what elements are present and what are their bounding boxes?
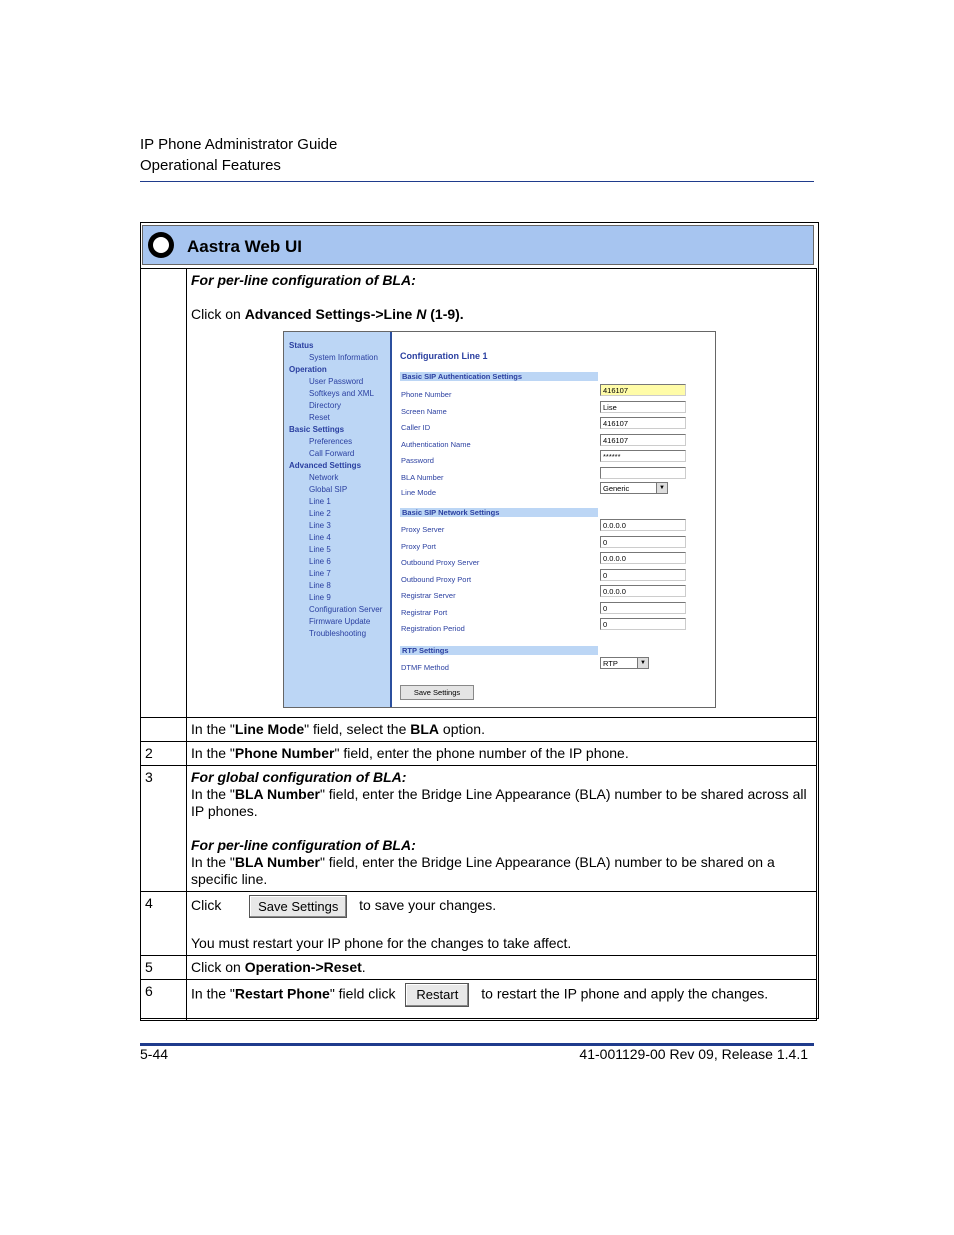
net-field-label: Registrar Server [401,591,456,600]
step-number: 6 [141,980,187,1021]
step-text: . [361,959,366,975]
config-title: Configuration Line 1 [400,351,488,361]
net-field-label: Registration Period [401,624,465,633]
step-text: Click on [191,306,245,322]
step-text: " field click [329,985,396,1002]
nav-item[interactable]: Line 1 [309,497,331,506]
restart-button[interactable]: Restart [405,983,469,1007]
step-text: Click [191,897,222,914]
step-text: In the " [191,854,235,870]
field-name: Line Mode [234,721,305,737]
header-title: IP Phone Administrator Guide [140,136,338,153]
step-path: Advanced Settings->Line [244,306,417,322]
step-heading: For per-line configuration of BLA: [191,837,416,853]
document-id: 41-001129-00 Rev 09, Release 1.4.1 [579,1046,808,1062]
steps-table [140,268,817,1021]
step-heading: For per-line configuration of BLA: [191,272,416,288]
step-number: 5 [141,956,187,980]
table-row [141,956,817,980]
nav-item[interactable]: Status [289,341,314,350]
table-row [141,766,817,892]
banner-title: Aastra Web UI [187,237,302,256]
net-field-input[interactable]: 0 [600,618,686,630]
nav-item[interactable]: System Information [309,353,378,362]
option-name: BLA [410,721,440,737]
step-text: to save your changes. [359,897,497,914]
step-text: " field, select the [304,721,411,737]
nav-item[interactable]: Call Forward [309,449,355,458]
auth-field-label: Caller ID [401,423,431,432]
nav-item[interactable]: Softkeys and XML [309,389,374,398]
dtmf-value: RTP [603,659,618,668]
auth-field-label: Phone Number [401,390,452,399]
screenshot-nav [284,332,392,707]
step-note: You must restart your IP phone for the changes to take affect. [191,935,572,951]
nav-item[interactable]: Line 4 [309,533,331,542]
header-rule [140,181,814,182]
nav-item[interactable]: User Password [309,377,364,386]
web-ui-screenshot [283,331,716,708]
nav-item[interactable]: Reset [309,413,330,422]
step-text: option. [439,721,485,737]
step-text: to restart the IP phone and apply the changes. [481,985,769,1002]
dtmf-label: DTMF Method [401,663,449,672]
auth-field-label: Screen Name [401,406,447,416]
nav-item[interactable]: Line 9 [309,593,331,602]
nav-item[interactable]: Configuration Server [309,605,383,614]
nav-item[interactable]: Line 3 [309,521,331,530]
step-content [187,766,817,892]
nav-item[interactable]: Line 5 [309,545,331,554]
nav-item[interactable]: Advanced Settings [289,461,362,470]
net-field-input[interactable]: 0.0.0.0 [600,585,686,597]
nav-item[interactable]: Basic Settings [289,425,345,434]
net-field-input[interactable]: 0.0.0.0 [600,552,686,564]
field-name: Restart Phone [234,985,330,1002]
auth-field-input[interactable] [600,467,686,479]
step-number: 4 [141,892,187,956]
table-row [141,980,817,1021]
nav-item[interactable]: Line 8 [309,581,331,590]
chevron-down-icon: ▼ [637,658,648,668]
step-text: In the " [191,721,235,737]
nav-item[interactable]: Preferences [309,437,353,446]
step-number: 2 [141,742,187,766]
net-field-label: Proxy Server [401,525,445,534]
auth-field-input[interactable]: 416107 [600,384,686,396]
step-content [187,892,817,956]
step-heading: For global configuration of BLA: [191,769,407,785]
field-name: Phone Number [234,745,335,761]
step-content [187,718,817,742]
net-field-input[interactable]: 0 [600,602,686,614]
nav-item[interactable]: Operation [289,365,327,374]
auth-field-label: BLA Number [401,472,444,482]
net-field-label: Registrar Port [401,607,448,617]
save-settings-button[interactable]: Save Settings [249,895,347,918]
net-field-label: Outbound Proxy Port [401,574,472,584]
nav-item[interactable]: Line 6 [309,557,331,566]
auth-field-input[interactable]: 416107 [600,434,686,446]
field-name: BLA Number [234,854,320,870]
step-text: " field, enter the Bridge Line Appearance (BLA) number to be shared on a specific line. [191,854,775,887]
web-ui-banner [142,225,814,265]
step-content [187,980,817,1021]
auth-field-input[interactable]: 416107 [600,417,686,429]
auth-field-label: Authentication Name [401,439,471,449]
step-number: 3 [141,766,187,892]
net-field-input[interactable]: 0.0.0.0 [600,519,686,531]
nav-item[interactable]: Network [309,473,339,482]
auth-field-label: Password [401,456,434,465]
step-range: (1-9). [426,306,464,322]
section-auth: Basic SIP Authentication Settings [400,372,598,381]
section-rtp: RTP Settings [400,646,598,655]
table-row [141,742,817,766]
step-content [187,742,817,766]
step-number [141,718,187,742]
page-number: 5-44 [140,1046,169,1062]
nav-item[interactable]: Line 2 [309,509,331,518]
table-row [141,892,817,956]
auth-field-input[interactable]: ****** [600,450,686,462]
table-row [141,718,817,742]
nav-item[interactable]: Troubleshooting [309,629,367,638]
step-text: " field, enter the Bridge Line Appearance (BLA) number to be shared across all IP phones. [191,786,807,819]
header-section: Operational Features [140,157,281,174]
field-name: BLA Number [234,786,320,802]
step-text: In the " [191,786,235,802]
nav-item[interactable]: Global SIP [309,485,348,494]
chevron-down-icon: ▼ [656,483,667,493]
nav-item[interactable]: Firmware Update [309,617,371,626]
section-network: Basic SIP Network Settings [400,508,598,517]
step-number [141,269,187,718]
step-content [187,956,817,980]
line-mode-value: Generic [603,484,630,493]
step-text: " field, enter the phone number of the IP phone. [334,745,629,761]
dtmf-select[interactable] [600,657,649,669]
globe-icon [148,232,174,258]
net-field-label: Proxy Port [401,541,437,551]
auth-field-input[interactable]: Lise [600,401,686,413]
table-row [141,269,817,718]
net-field-label: Outbound Proxy Server [401,558,480,567]
line-mode-label: Line Mode [401,488,437,497]
net-field-input[interactable]: 0 [600,536,686,548]
save-settings-button[interactable]: Save Settings [400,685,474,700]
net-field-input[interactable]: 0 [600,569,686,581]
nav-item[interactable]: Line 7 [309,569,331,578]
step-text: In the " [191,985,235,1002]
step-text: In the " [191,745,235,761]
step-text: Click on [191,959,245,975]
nav-item[interactable]: Directory [309,401,342,410]
step-path-n: N [416,306,427,322]
menu-path: Operation->Reset [244,959,362,975]
line-mode-select[interactable] [600,482,668,494]
step-content [187,269,817,718]
